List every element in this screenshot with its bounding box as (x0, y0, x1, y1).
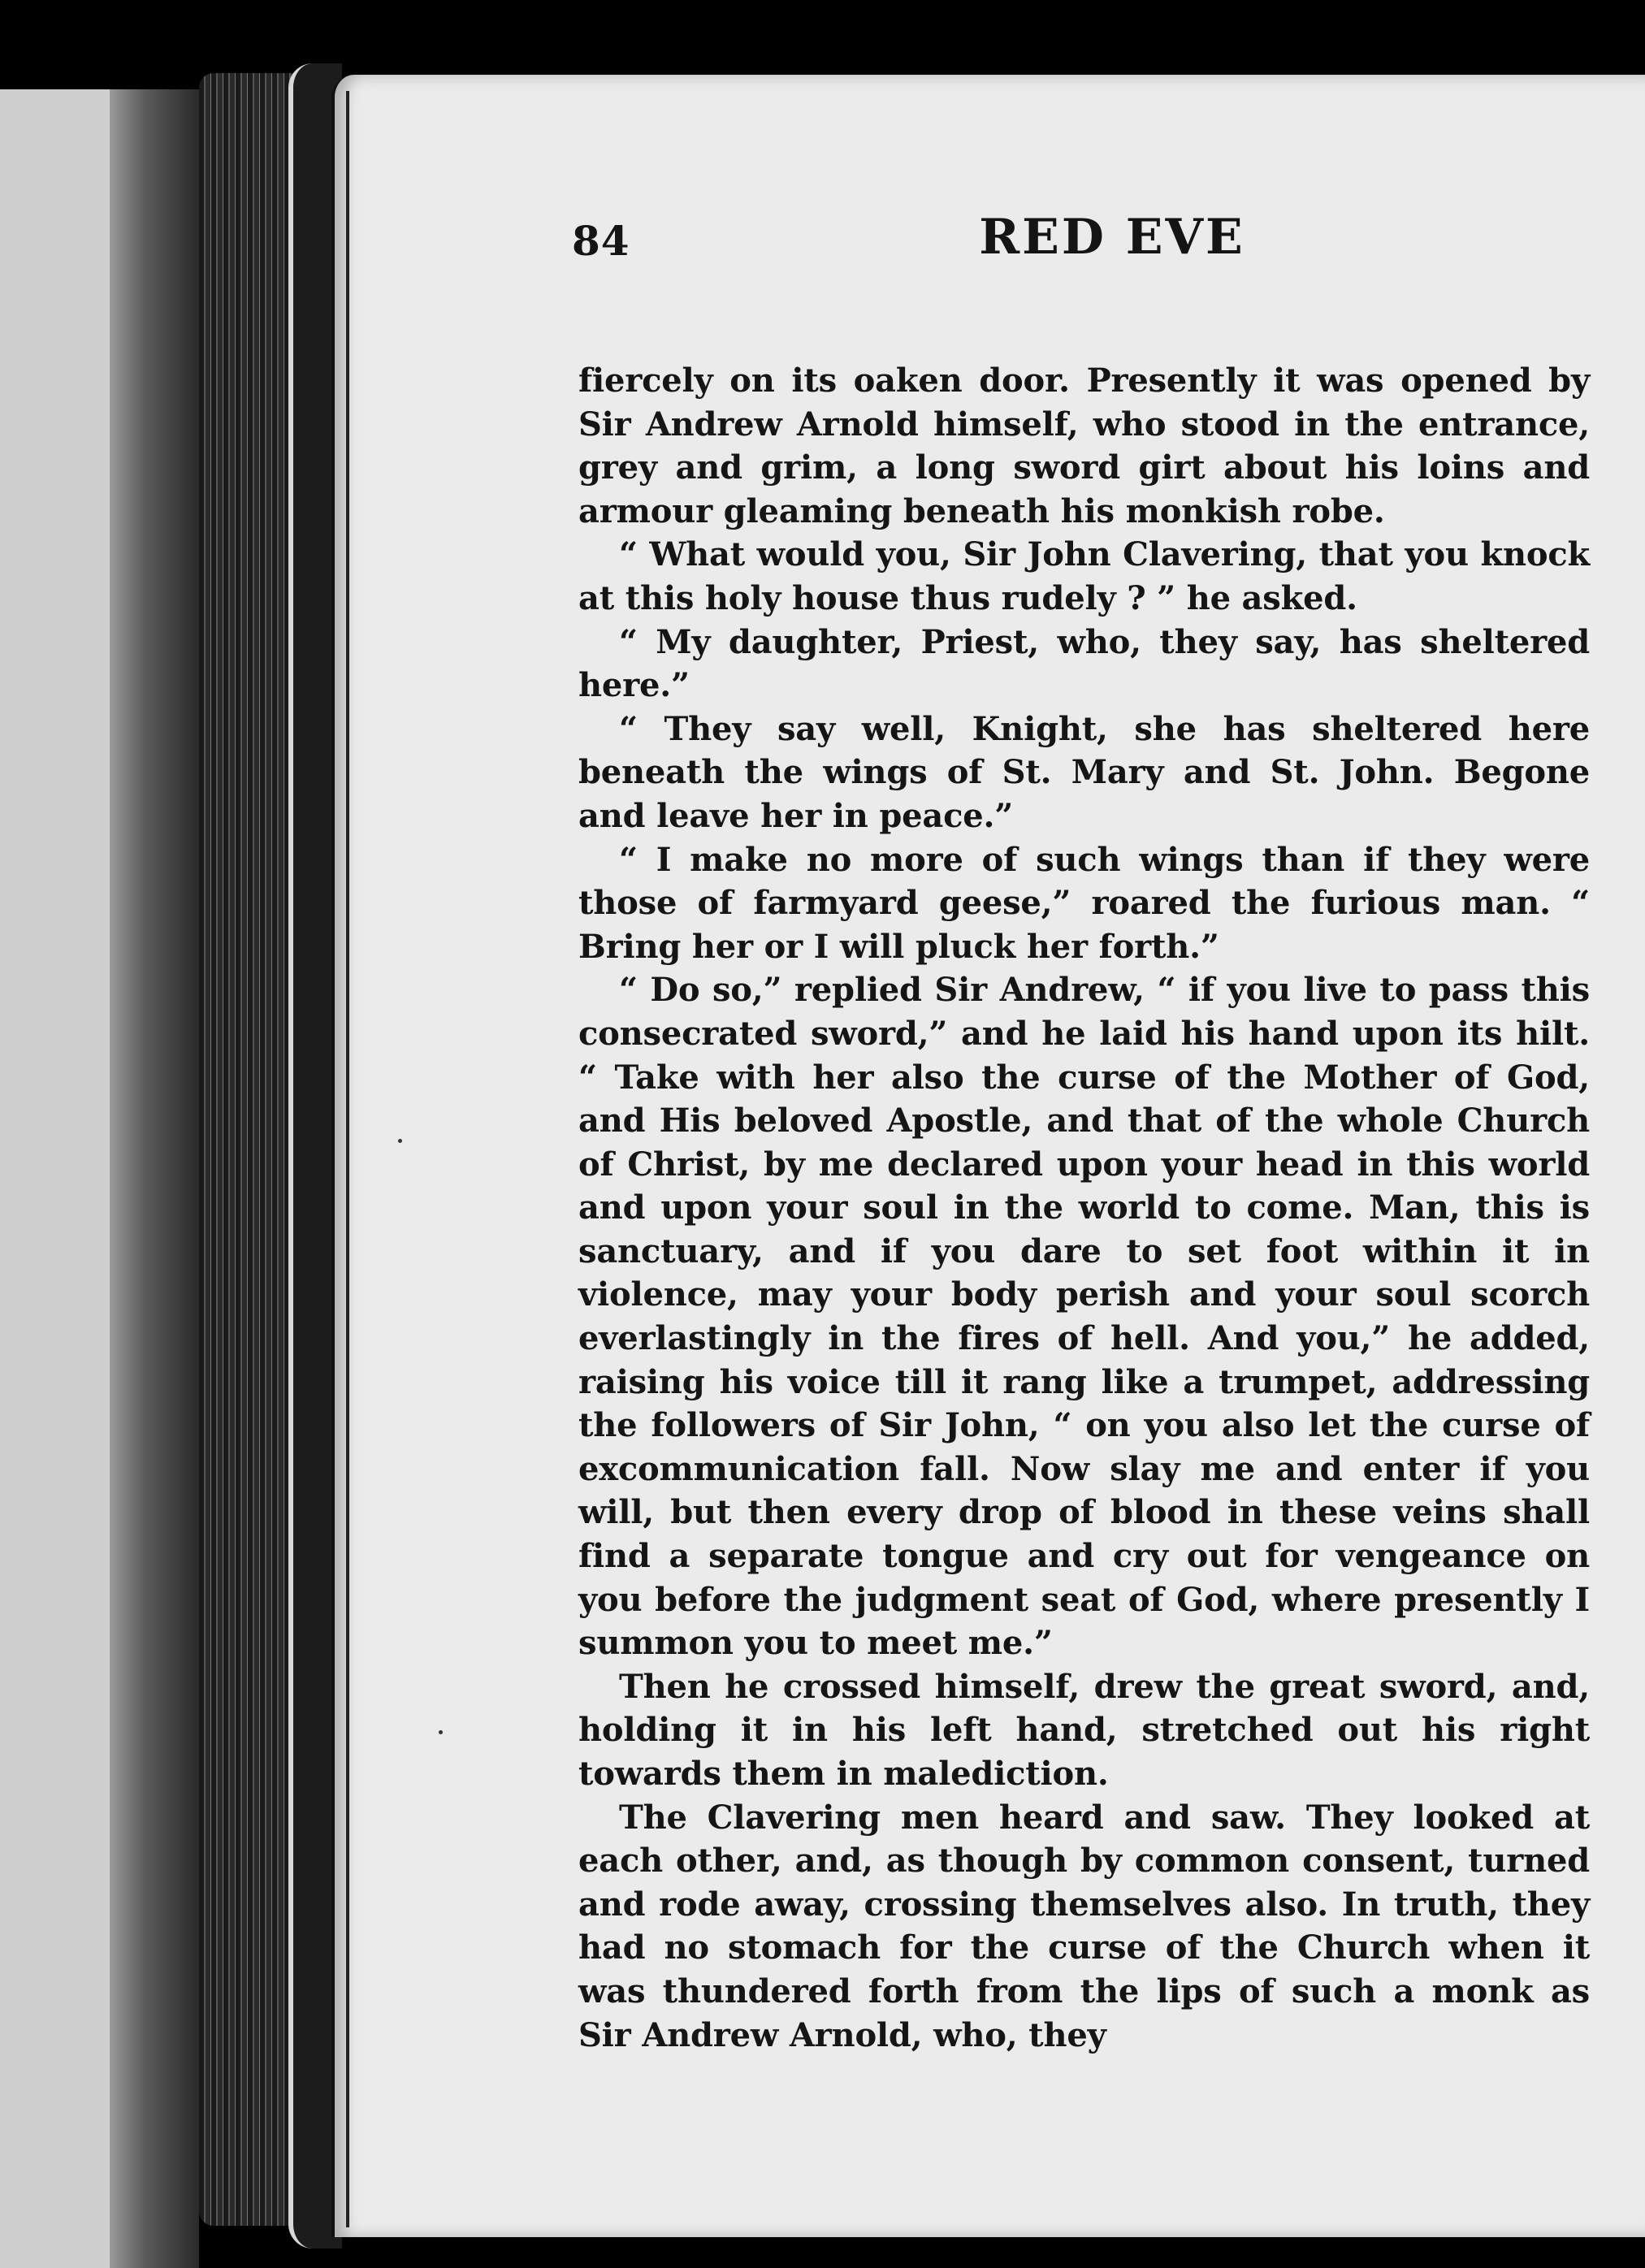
paragraph: “ What would you, Sir John Clavering, that you knock at this holy house thus rudely ? ” he asked. (578, 535, 1590, 617)
page-number: 84 (572, 217, 630, 265)
paragraph: fiercely on its oaken door. Presently it was opened by Sir Andrew Arnold himself, who stood in the entrance, grey and grim, a long sword girt about his loins and armour gleaming beneath his monkish robe. (578, 361, 1590, 530)
page-gutter-line (346, 91, 349, 2227)
paragraph: “ My daughter, Priest, who, they say, has sheltered here.” (578, 622, 1590, 705)
running-head (572, 209, 1644, 282)
scan-speck (398, 1139, 402, 1143)
scan-speck (439, 1730, 443, 1734)
book-spine-shadow (110, 89, 199, 2268)
book-page (331, 75, 1645, 2237)
book-title: RED EVE (979, 209, 1245, 266)
body-text (578, 359, 1590, 2057)
paragraph: “ I make no more of such wings than if they were those of farmyard geese,” roared the furious man. “ Bring her or I will pluck her forth.” (578, 840, 1590, 966)
paragraph: “ Do so,” replied Sir Andrew, “ if you live to pass this consecrated sword,” and he laid his hand upon its hilt. “ Take with her also the curse of the Mother of God, and His beloved Apostle, and that of the whole Church of Christ, by me declared upon your head in this world and upon your soul in the world to come. Man, this is sanctuary, and if you dare to set foot within it in violence, may your body perish and your soul scorch everlastingly in the fires of hell. And you,” he added, raising his voice till it rang like a trumpet, addressing the followers of Sir John, “ on you also let the curse of excommunication fall. Now slay me and enter if you will, but then every drop of blood in these veins shall find a separate tongue and cry out for vengeance on you before the judgment seat of God, where presently I summon you to meet me.” (578, 971, 1590, 1663)
scan-left-margin (0, 89, 110, 2268)
paragraph: Then he crossed himself, drew the great sword, and, holding it in his left hand, stretched out his right towards them in malediction. (578, 1667, 1590, 1793)
paragraph: “ They say well, Knight, she has sheltered here beneath the wings of St. Mary and St. John. Begone and leave her in peace.” (578, 709, 1590, 835)
paragraph: The Clavering men heard and saw. They looked at each other, and, as though by common consent, turned and rode away, crossing themselves also. In truth, they had no stomach for the curse of the Church when it was thundered forth from the lips of such a monk as Sir Andrew Arnold, who, they (578, 1798, 1590, 2054)
